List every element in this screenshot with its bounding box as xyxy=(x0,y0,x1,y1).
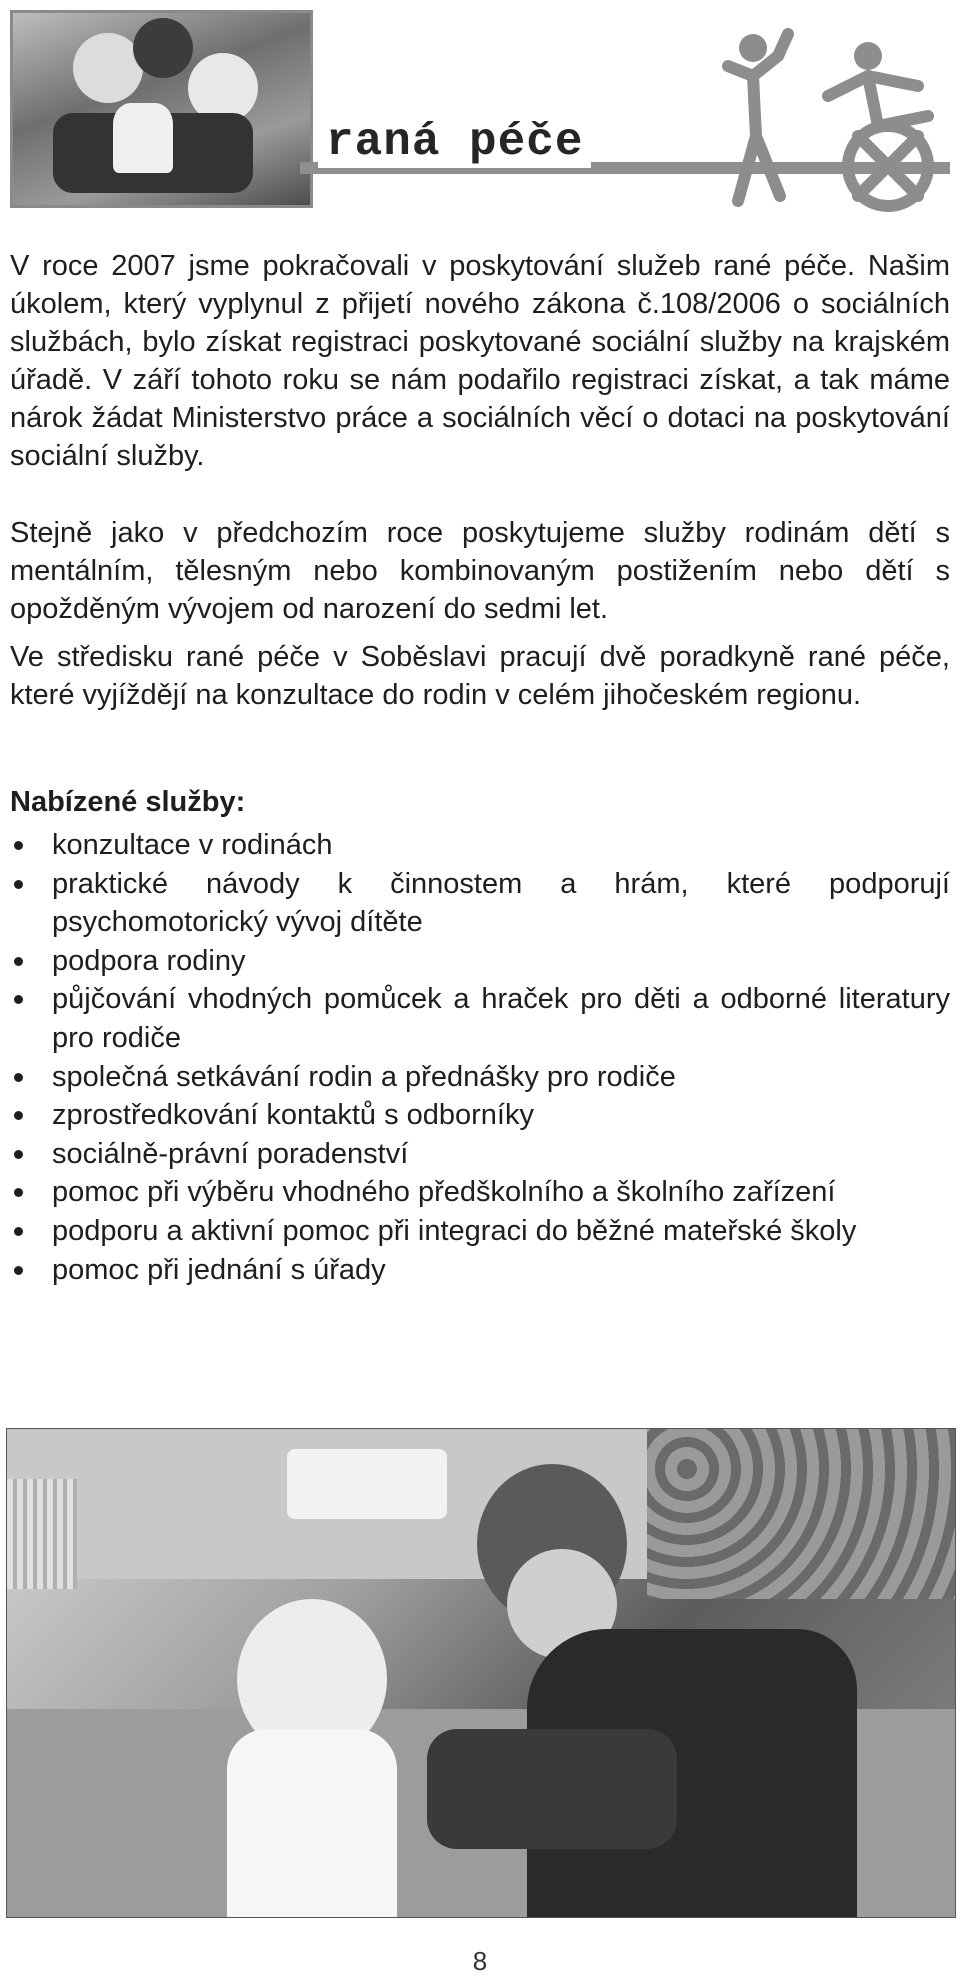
bullet-icon xyxy=(14,1266,23,1275)
intro-paragraph-target-group: Stejně jako v předchozím roce poskytujeme služby rodinám dětí s mentálním, tělesným nebo kombinovaným postižením nebo dětí s opožděným vývojem od narození do sedmi let. xyxy=(10,517,950,625)
bullet-icon xyxy=(14,841,23,850)
bullet-icon xyxy=(14,995,23,1004)
intro-paragraph-registration: V roce 2007 jsme pokračovali v poskytování služeb rané péče. Našim úkolem, který vyplynul z přijetí nového zákona č.108/2006 o sociálních službách, bylo získat registraci poskytované sociální služby na krajském úřadě. V září tohoto roku se nám podařilo registraci získat, a tak máme nárok žádat Ministerstvo práce a sociálních věcí o dotaci na poskytování sociální služby. xyxy=(10,250,950,472)
bullet-icon xyxy=(14,1188,23,1197)
bullet-icon xyxy=(14,1227,23,1236)
page-title: raná péče xyxy=(318,116,591,168)
bullet-icon xyxy=(14,1150,23,1159)
list-item: pomoc při jednání s úřady xyxy=(10,1251,950,1290)
list-item: podporu a aktivní pomoc při integraci do běžné mateřské školy xyxy=(10,1212,950,1251)
list-item: podpora rodiny xyxy=(10,942,950,981)
header-photo-children-playing xyxy=(10,10,313,208)
list-item: praktické návody k činnostem a hrám, které podporují psychomotorický vývoj dítěte xyxy=(10,865,950,942)
bullet-icon xyxy=(14,957,23,966)
bullet-icon xyxy=(14,1111,23,1120)
services-list xyxy=(10,826,950,1289)
list-item: půjčování vhodných pomůcek a hraček pro děti a odborné literatury pro rodiče xyxy=(10,980,950,1057)
page-number: 8 xyxy=(472,1946,488,1976)
list-item: pomoc při výběru vhodného předškolního a školního zařízení xyxy=(10,1173,950,1212)
services-heading: Nabízené služby: xyxy=(10,786,246,818)
list-item: společná setkávání rodin a přednášky pro rodiče xyxy=(10,1058,950,1097)
list-item: sociálně-právní poradenství xyxy=(10,1135,950,1174)
list-item: konzultace v rodinách xyxy=(10,826,950,865)
photo-counselor-with-child xyxy=(6,1428,956,1918)
intro-paragraph-center: Ve středisku rané péče v Soběslavi pracují dvě poradkyně rané péče, které vyjíždějí na konzultace do rodin v celém jihočeském regionu. xyxy=(10,641,950,711)
list-item: zprostředkování kontaktů s odborníky xyxy=(10,1096,950,1135)
bullet-icon xyxy=(14,1073,23,1082)
bullet-icon xyxy=(14,880,23,889)
organization-logo xyxy=(718,26,954,216)
